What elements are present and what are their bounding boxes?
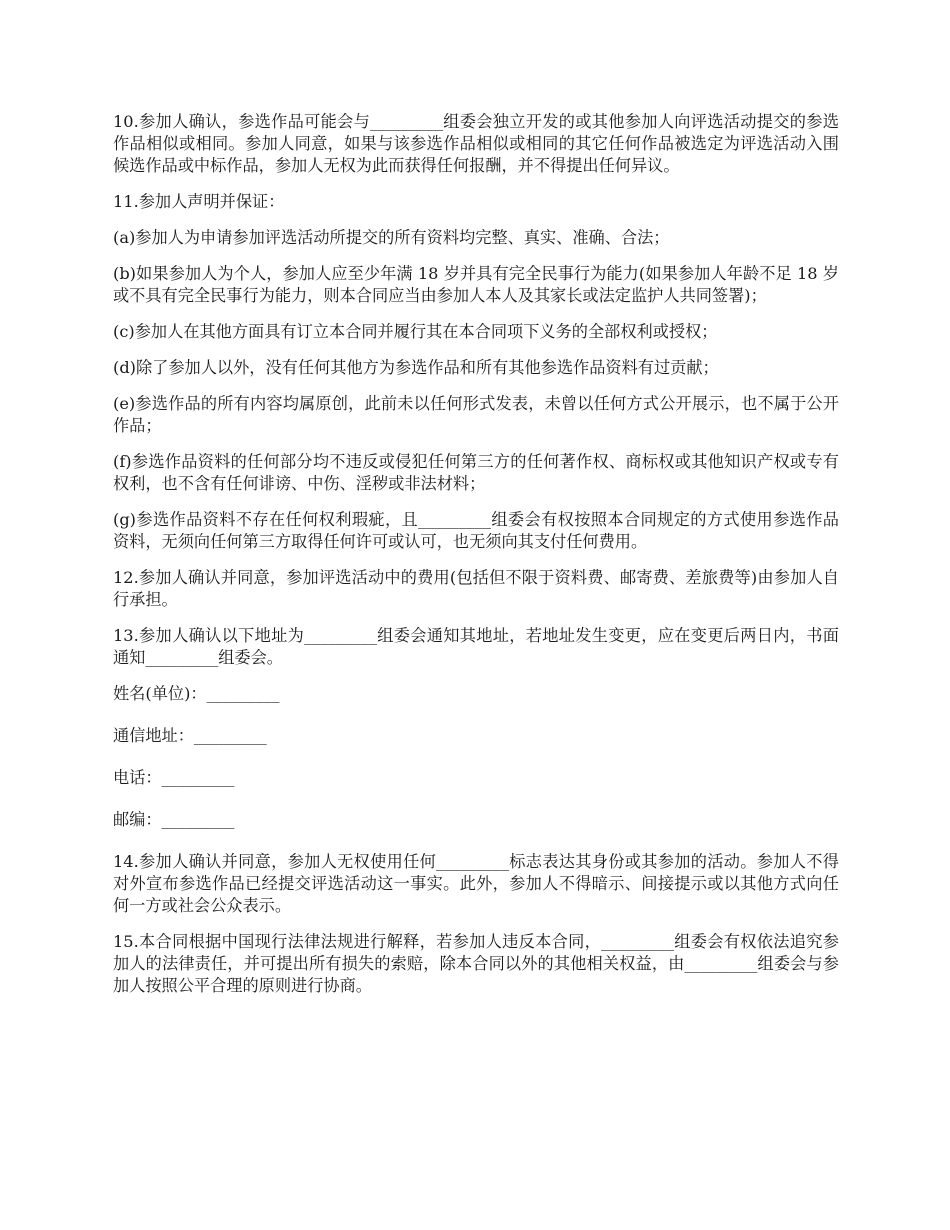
field-name-unit: 姓名(单位)：_________ [113, 684, 280, 703]
clause-11-d: (d)除了参加人以外，没有任何其他方为参选作品和所有其他参选作品资料有过贡献； [113, 358, 719, 377]
field-phone: 电话：_________ [113, 768, 235, 787]
clause-11-f: (f)参选作品资料的任何部分均不违反或侵犯任何第三方的任何著作权、商标权或其他知识产权或专有权利，也不含有任何诽谤、中伤、淫秽或非法材料； [113, 452, 839, 493]
field-postcode: 邮编：_________ [113, 810, 235, 829]
clause-11-c: (c)参加人在其他方面具有订立本合同并履行其在本合同项下义务的全部权利或授权； [113, 322, 718, 341]
document-page [113, 111, 839, 1011]
clause-12: 12.参加人确认并同意，参加评选活动中的费用(包括但不限于资料费、邮寄费、差旅费等)由参加人自行承担。 [113, 568, 839, 609]
clause-15: 15.本合同根据中国现行法律法规进行解释，若参加人违反本合同，_________组委会有权依法追究参加人的法律责任，并可提出所有损失的索赔，除本合同以外的其他相关权益，由_________组委会与参加人按照公平合理的原则进行协商。 [113, 932, 839, 995]
clause-14: 14.参加人确认并同意，参加人无权使用任何_________标志表达其身份或其参加的活动。参加人不得对外宣布参选作品已经提交评选活动这一事实。此外，参加人不得暗示、间接提示或以其他方式向任何一方或社会公众表示。 [113, 852, 839, 915]
clause-10: 10.参加人确认，参选作品可能会与_________组委会独立开发的或其他参加人向评选活动提交的参选作品相似或相同。参加人同意，如果与该参选作品相似或相同的其它任何作品被选定为评选活动入围候选作品或中标作品，参加人无权为此而获得任何报酬，并不得提出任何异议。 [113, 112, 839, 175]
clause-11-a: (a)参加人为申请参加评选活动所提交的所有资料均完整、真实、准确、合法； [113, 228, 670, 247]
clause-13: 13.参加人确认以下地址为_________组委会通知其地址，若地址发生变更，应在变更后两日内，书面通知_________组委会。 [113, 626, 839, 667]
clause-11-e: (e)参选作品的所有内容均属原创，此前未以任何形式发表，未曾以任何方式公开展示，也不属于公开作品； [113, 394, 839, 435]
clause-11-heading: 11.参加人声明并保证： [113, 192, 285, 211]
field-address: 通信地址：_________ [113, 726, 267, 745]
clause-11-b: (b)如果参加人为个人，参加人应至少年满 18 岁并具有完全民事行为能力(如果参加人年龄不足 18 岁或不具有完全民事行为能力，则本合同应当由参加人本人及其家长或法定监护人共同签署)； [113, 264, 839, 305]
clause-11-g: (g)参选作品资料不存在任何权利瑕疵，且_________组委会有权按照本合同规定的方式使用参选作品资料，无须向任何第三方取得任何许可或认可，也无须向其支付任何费用。 [113, 510, 839, 551]
